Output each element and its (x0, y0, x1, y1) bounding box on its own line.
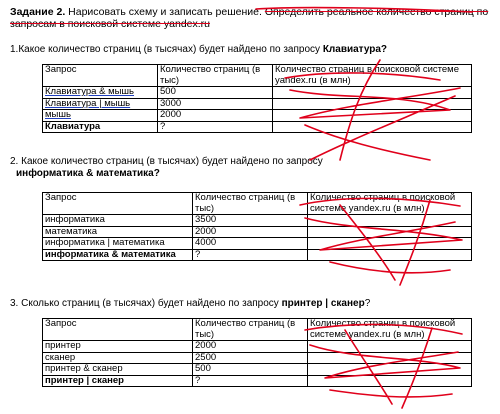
query-cell: Клавиатура (43, 121, 158, 133)
query-cell: принтер | сканер (43, 375, 193, 387)
task-header (10, 6, 490, 30)
query-cell: мышь (43, 110, 158, 122)
header-cell: Количество страниц в поисковой системе yandex.ru (в млн) (308, 319, 472, 341)
table-row (43, 121, 472, 133)
task-struck-text: Определить реальное количество страниц по (264, 6, 489, 18)
yandex-cell (273, 110, 472, 122)
query-cell: Клавиатура | мышь (43, 98, 158, 110)
count-cell: 3500 (193, 215, 308, 227)
query-cell: информатика (43, 215, 193, 227)
header-cell: Запрос (43, 65, 158, 87)
yandex-cell (308, 364, 472, 376)
q2-table (42, 192, 472, 261)
q3-title-bold: принтер | сканер (281, 298, 365, 309)
table-row (43, 87, 472, 99)
count-cell: ? (193, 375, 308, 387)
yandex-cell (273, 121, 472, 133)
count-cell: ? (158, 121, 273, 133)
yandex-cell (273, 98, 472, 110)
count-cell: 2000 (193, 341, 308, 353)
count-cell: 2000 (193, 226, 308, 238)
header-cell: Количество страниц (в тыс) (193, 319, 308, 341)
task-text: Нарисовать схему и записать решение. (68, 6, 262, 18)
table-row (43, 98, 472, 110)
table-header-row (43, 319, 472, 341)
query-cell: информатика & математика (43, 249, 193, 261)
q3-table (42, 318, 472, 387)
table-header-row (43, 193, 472, 215)
query-cell: математика (43, 226, 193, 238)
table-row (43, 375, 472, 387)
task-struck-text-2: запросам в поисковой системе yandex.ru (10, 18, 210, 30)
header-cell: Количество страниц (в тыс) (158, 65, 273, 87)
yandex-cell (308, 249, 472, 261)
count-cell: 500 (158, 87, 273, 99)
table-row (43, 238, 472, 250)
count-cell: 2500 (193, 352, 308, 364)
header-cell: Запрос (43, 319, 193, 341)
yandex-cell (308, 352, 472, 364)
q2-title-line2: информатика & математика? (16, 168, 160, 179)
table-header-row (43, 65, 472, 87)
q1-table (42, 64, 472, 133)
query-cell: информатика | математика (43, 238, 193, 250)
q2-title-line1: 2. Какое количество страниц (в тысячах) будет найдено по запросу (10, 156, 323, 167)
query-cell: Клавиатура & мышь (43, 87, 158, 99)
q1-title-text: 1.Какое количество страниц (в тысячах) будет найдено по запросу (10, 44, 323, 55)
count-cell: 2000 (158, 110, 273, 122)
q3-title-text: 3. Сколько страниц (в тысячах) будет найдено по запросу (10, 298, 282, 309)
table-row (43, 249, 472, 261)
yandex-cell (308, 226, 472, 238)
table-row (43, 110, 472, 122)
yandex-cell (308, 375, 472, 387)
q2-title (10, 156, 323, 180)
query-cell: принтер & сканер (43, 364, 193, 376)
count-cell: 3000 (158, 98, 273, 110)
q1-title-bold: Клавиатура? (322, 44, 388, 55)
count-cell: 4000 (193, 238, 308, 250)
table-row (43, 215, 472, 227)
table-row (43, 341, 472, 353)
task-label: Задание 2. (10, 6, 66, 18)
yandex-cell (308, 341, 472, 353)
table-row (43, 352, 472, 364)
header-cell: Количество страниц в поисковой системе yandex.ru (в млн) (308, 193, 472, 215)
query-cell: сканер (43, 352, 193, 364)
yandex-cell (273, 87, 472, 99)
count-cell: 500 (193, 364, 308, 376)
q3-title (10, 298, 370, 310)
q1-title (10, 44, 387, 56)
header-cell: Запрос (43, 193, 193, 215)
count-cell: ? (193, 249, 308, 261)
header-cell: Количество страниц (в тыс) (193, 193, 308, 215)
q3-title-suffix: ? (364, 298, 371, 309)
query-cell: принтер (43, 341, 193, 353)
header-cell: Количество страниц в поисковой системе yandex.ru (в млн) (273, 65, 472, 87)
yandex-cell (308, 215, 472, 227)
table-row (43, 364, 472, 376)
yandex-cell (308, 238, 472, 250)
table-row (43, 226, 472, 238)
